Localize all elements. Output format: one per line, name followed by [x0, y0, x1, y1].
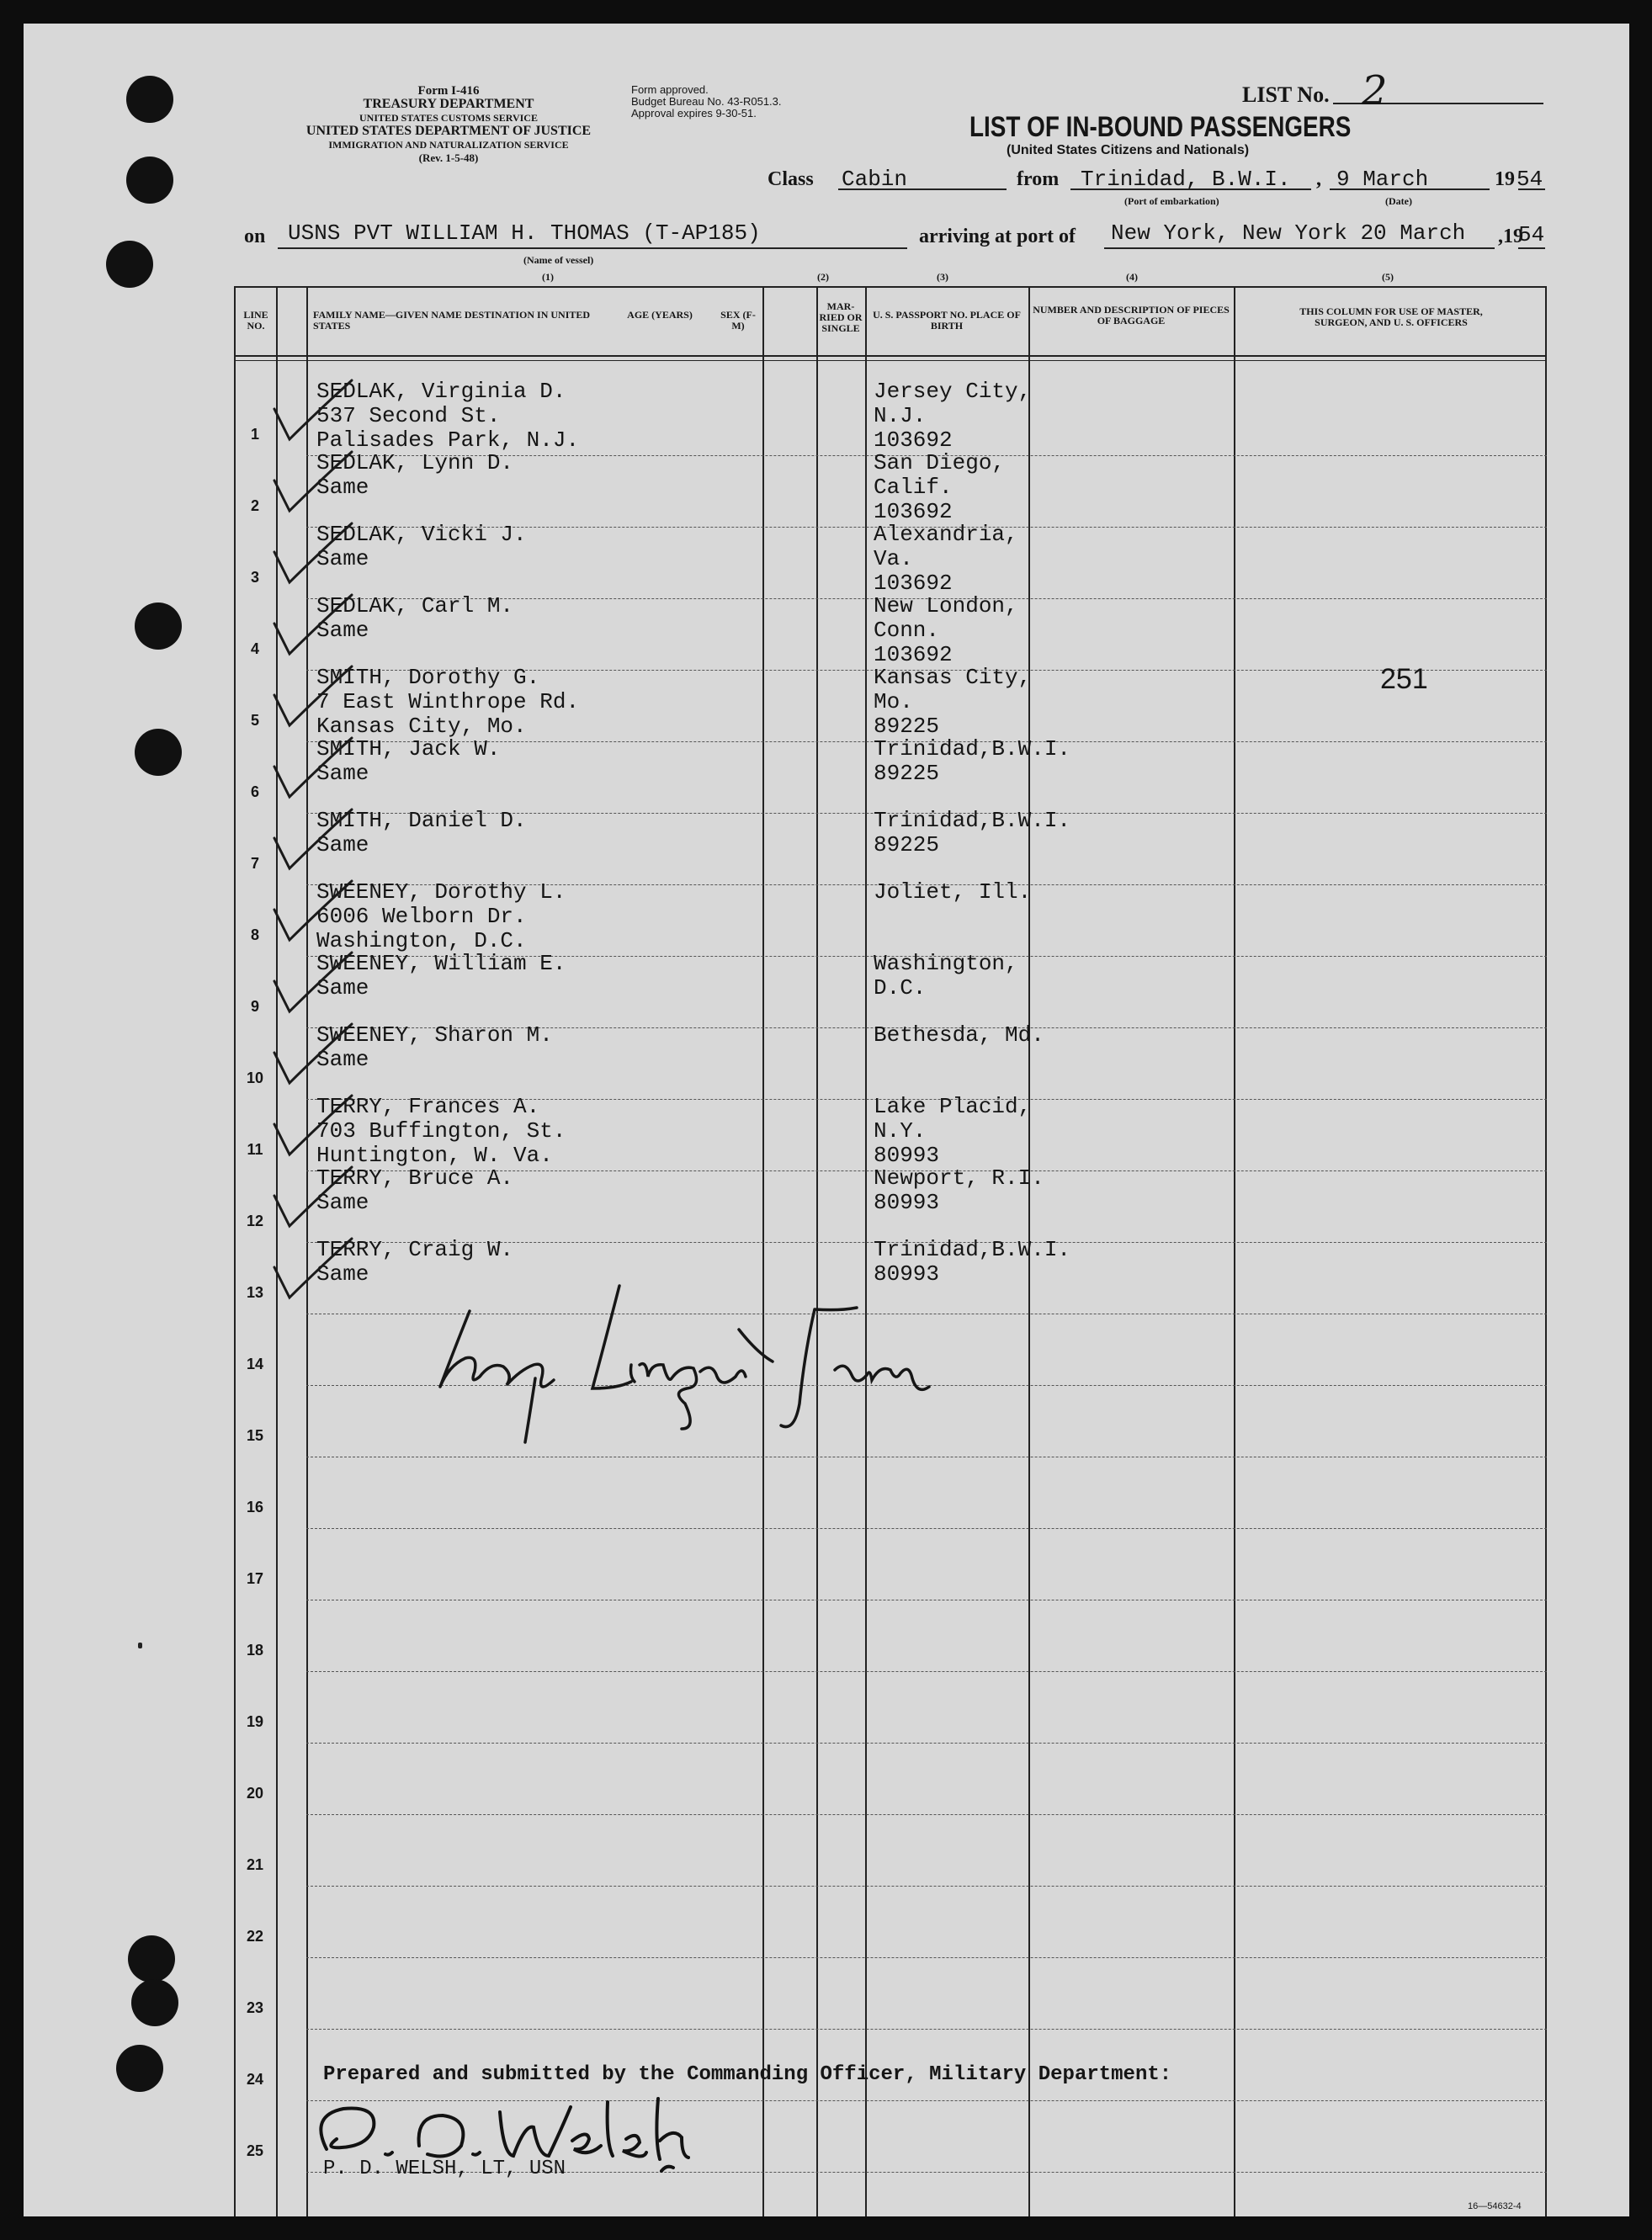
- justice-dept: UNITED STATES DEPARTMENT OF JUSTICE: [305, 124, 592, 138]
- line-number: 22: [246, 1928, 264, 1945]
- header-married: MAR-RIED OR SINGLE: [819, 300, 863, 334]
- passenger-name: SEDLAK, Vicki J. Same: [316, 522, 527, 571]
- col-number-4: (4): [1126, 271, 1138, 283]
- passenger-name: TERRY, Frances A. 703 Buffington, St. Huntington, W. Va.: [316, 1094, 566, 1168]
- checkmark-icon: [274, 1024, 352, 1083]
- checkmark-icon: [274, 380, 352, 1298]
- line-number: 16: [246, 1499, 264, 1515]
- line-number: 8: [250, 926, 259, 943]
- passenger-name: SMITH, Jack W. Same: [316, 736, 501, 786]
- line-number: 15: [246, 1427, 264, 1444]
- binder-hole: [116, 2045, 163, 2092]
- passenger-name: SEDLAK, Carl M. Same: [316, 593, 514, 643]
- line-number: 9: [250, 998, 259, 1015]
- header-line-no: LINE NO.: [243, 309, 268, 332]
- checkmark-icon: [274, 738, 352, 797]
- approval-line-2: Budget Bureau No. 43-R051.3.: [631, 95, 782, 108]
- line-number: 13: [246, 1284, 264, 1301]
- line-number: 3: [250, 569, 259, 586]
- binder-hole: [131, 1979, 178, 2026]
- passenger-name: SMITH, Daniel D. Same: [316, 808, 527, 857]
- passenger-name: TERRY, Bruce A. Same: [316, 1165, 514, 1215]
- prepared-statement: Prepared and submitted by the Commanding Officer, Military Department:: [323, 2063, 1172, 2086]
- row-separator: [306, 1528, 1547, 1529]
- passport-birthplace: Washington, D.C.: [874, 951, 1018, 1001]
- line-number: 25: [246, 2142, 264, 2159]
- arriving-label: arriving at port of: [919, 226, 1076, 247]
- line-number: 17: [246, 1570, 264, 1587]
- binder-hole: [106, 241, 153, 288]
- checkmark-icon: [274, 953, 352, 1011]
- passenger-name: SWEENEY, Dorothy L. 6006 Welborn Dr. Washington, D.C.: [316, 879, 566, 953]
- line-number: 18: [246, 1642, 264, 1659]
- year-prefix: 19: [1495, 168, 1515, 190]
- line-number: 19: [246, 1713, 264, 1730]
- list-no-label: LIST No.: [1242, 82, 1330, 107]
- col-number-5: (5): [1382, 271, 1394, 283]
- immigration-service: IMMIGRATION AND NATURALIZATION SERVICE: [328, 139, 569, 151]
- line-number: 2: [250, 497, 259, 514]
- row-separator: [306, 1886, 1547, 1887]
- line-number: 24: [246, 2071, 264, 2088]
- line-number: 6: [250, 783, 259, 800]
- date-caption: (Date): [1385, 195, 1412, 207]
- passenger-name: SWEENEY, Sharon M. Same: [316, 1022, 553, 1072]
- from-label: from: [1017, 168, 1060, 190]
- passport-birthplace: Newport, R.I. 80993: [874, 1165, 1044, 1215]
- inspector-signature-graphic: [419, 1277, 941, 1446]
- from-value: Trinidad, B.W.I.: [1081, 167, 1291, 192]
- vessel-caption: (Name of vessel): [523, 254, 594, 266]
- revision: (Rev. 1-5-48): [418, 151, 479, 164]
- binder-hole: [135, 602, 182, 650]
- document-subtitle: (United States Citizens and Nationals): [1007, 143, 1250, 157]
- header-passport: U. S. PASSPORT NO. PLACE OF BIRTH: [873, 309, 1021, 332]
- passport-birthplace: Jersey City, N.J. 103692: [874, 379, 1032, 453]
- passenger-name: SMITH, Dorothy G. 7 East Winthrope Rd. Kansas City, Mo.: [316, 665, 580, 739]
- checkmark-icon: [274, 809, 352, 868]
- passport-birthplace: Joliet, Ill.: [874, 879, 1032, 905]
- line-number: 10: [246, 1070, 264, 1086]
- checkmarks: [268, 377, 369, 1336]
- passenger-name: TERRY, Craig W. Same: [316, 1237, 514, 1287]
- customs-service: UNITED STATES CUSTOMS SERVICE: [359, 112, 538, 124]
- line-number: 1: [250, 426, 259, 443]
- paper-speck: [138, 1643, 142, 1648]
- passport-birthplace: Trinidad,B.W.I. 80993: [874, 1237, 1071, 1287]
- approval-line-1: Form approved.: [631, 83, 709, 96]
- checkmark-icon: [274, 666, 352, 725]
- passenger-manifest-page: Form I-416 TREASURY DEPARTMENT UNITED STATES CUSTOMS SERVICE UNITED STATES DEPARTMENT OF JUSTICE IMMIGRATION AND NATURALIZATION SERVICE (Rev. 1-5-48) Form approved. Budget Bureau No. 43-R051.3. Approval expires 9-30-51. LIST No. 2 LIST OF IN-BOUND PASSENGERS (United States Citizens and Nationals) Class Cabin from Trinidad, B.W.I. , 9 March 19 54 (Port of embarkation) (Date) on USNS PVT WILLIAM H. THOMAS (T-AP185) arriving at port of New York, New York 20 March ,19 54 (Name of vessel) (1) (2) (3) (4) (5) LINE NO. FAMILY NAME—GIVEN NAME DESTINATION IN UNITED STATES AGE (YEARS) SEX (F-M) MAR-RIED OR SINGLE U. S. PASSPORT NO. PLACE OF BIRTH NUMBER AND DESCRIPTION OF PIECES OF BAGGAGE THIS COLUMN FOR USE OF MASTER, SURGEON, AND U. S. OFFICERS 1 2 3 4 5 6 7 8 9 10 11 12 13 14 15 16 17 18 19 20 21 22 23 24 25 SEDLAK, Virginia D. 537 Second St. Palisades Park, N.J. Jersey City, N.J. 103692 SEDLAK, Lynn D. Same San Diego, Calif. 103692 SEDLAK, Vicki J. Same Alexandria, Va. 103692 SEDLAK, Carl M. Same New London, Conn. 103692 SMITH, Dorothy G. 7 East Winthrope Rd. Kansas City, Mo. Kansas City, Mo. 89225 SMITH, Jack W. Same Trinidad,B.W.I. 89225 SMITH, Daniel D. Same Trinidad,B.W.I. 89225 SWEENEY, Dorothy L. 6006 Welborn Dr. Washington, D.C. Joliet, Ill. SWEENEY, William E. Same Washington, D.C. SWEENEY, Sharon M. Same Bethesda, Md. TERRY, Frances A. 703 Buffington, St. Huntington, W. Va. Lake Placid, N.Y. 80993 TERRY, Bruce A. Same Newport, R.I. 80993 TERRY, Craig W. Same Trinidad,B.W.I. 80993 251 Prepared and submitted by the Commanding Officer, Military Department: P. D. WELSH, LT, USN 16—54632-4: [24, 24, 1629, 2216]
- passenger-name: SEDLAK, Virginia D. 537 Second St. Palisades Park, N.J.: [316, 379, 580, 453]
- checkmark-icon: [274, 595, 352, 654]
- row-separator: [306, 1671, 1547, 1672]
- col-number-2: (2): [817, 271, 829, 283]
- header-sex: SEX (F-M): [720, 309, 756, 332]
- checkmark-icon: [274, 1096, 352, 1155]
- line-number: 5: [250, 712, 259, 729]
- header-baggage: NUMBER AND DESCRIPTION OF PIECES OF BAGGAGE: [1033, 304, 1230, 326]
- header-name: FAMILY NAME—GIVEN NAME DESTINATION IN UNITED STATES: [313, 309, 591, 332]
- line-number: 4: [250, 640, 259, 657]
- binder-hole: [135, 729, 182, 776]
- passport-birthplace: Kansas City, Mo. 89225: [874, 665, 1032, 739]
- checkmark-icon: [274, 1239, 352, 1298]
- checkmark-icon: [274, 452, 352, 511]
- passport-birthplace: San Diego, Calif. 103692: [874, 450, 1006, 524]
- treasury-dept: TREASURY DEPARTMENT: [363, 97, 534, 111]
- passport-birthplace: New London, Conn. 103692: [874, 593, 1018, 667]
- form-number: Form I-416: [417, 84, 480, 98]
- passport-birthplace: Bethesda, Md.: [874, 1022, 1044, 1048]
- signer-name: P. D. WELSH, LT, USN: [323, 2158, 566, 2180]
- departure-date: 9 March: [1336, 167, 1429, 192]
- class-value: Cabin: [842, 167, 908, 192]
- list-no-value: 2: [1362, 67, 1388, 114]
- passport-birthplace: Lake Placid, N.Y. 80993: [874, 1094, 1032, 1168]
- col-number-3: (3): [937, 271, 948, 283]
- arrival-port-date: New York, New York 20 March: [1111, 220, 1466, 246]
- binder-hole: [126, 76, 173, 123]
- row-separator: [306, 2029, 1547, 2030]
- line-number: 21: [246, 1856, 264, 1873]
- officer-note: 251: [1380, 663, 1428, 695]
- passport-birthplace: Trinidad,B.W.I. 89225: [874, 808, 1071, 857]
- approval-line-3: Approval expires 9-30-51.: [631, 107, 757, 119]
- line-number: 11: [247, 1141, 263, 1158]
- departure-year: 54: [1517, 167, 1543, 192]
- line-number: 23: [246, 1999, 264, 2016]
- row-separator: [306, 1957, 1547, 1958]
- header-officers: THIS COLUMN FOR USE OF MASTER, SURGEON, AND U. S. OFFICERS: [1299, 305, 1483, 328]
- row-separator: [306, 1743, 1547, 1744]
- row-separator: [306, 1814, 1547, 1815]
- on-label: on: [244, 226, 266, 247]
- arrival-year: 54: [1518, 222, 1545, 247]
- binder-hole: [128, 1935, 175, 1983]
- binder-hole: [126, 157, 173, 204]
- class-label: Class: [768, 168, 814, 190]
- vessel-name: USNS PVT WILLIAM H. THOMAS (T-AP185): [288, 220, 761, 246]
- footer-code: 16—54632-4: [1468, 2201, 1522, 2211]
- checkmark-icon: [274, 523, 352, 582]
- passenger-name: SEDLAK, Lynn D. Same: [316, 450, 514, 500]
- checkmark-icon: [274, 380, 352, 439]
- port-embark-caption: (Port of embarkation): [1124, 195, 1219, 207]
- line-number: 12: [246, 1213, 264, 1229]
- checkmark-icon: [274, 1167, 352, 1226]
- agency-block: [251, 84, 646, 165]
- document-title: LIST OF IN-BOUND PASSENGERS: [969, 111, 1352, 143]
- approval-block: [631, 84, 782, 119]
- line-number: 20: [246, 1785, 264, 1802]
- line-number: 14: [246, 1356, 264, 1372]
- passport-birthplace: Trinidad,B.W.I. 89225: [874, 736, 1071, 786]
- passenger-name: SWEENEY, William E. Same: [316, 951, 566, 1001]
- checkmark-icon: [274, 881, 352, 940]
- passport-birthplace: Alexandria, Va. 103692: [874, 522, 1018, 596]
- line-number: 7: [250, 855, 259, 872]
- col-number-1: (1): [542, 271, 554, 283]
- header-age: AGE (YEARS): [627, 309, 693, 321]
